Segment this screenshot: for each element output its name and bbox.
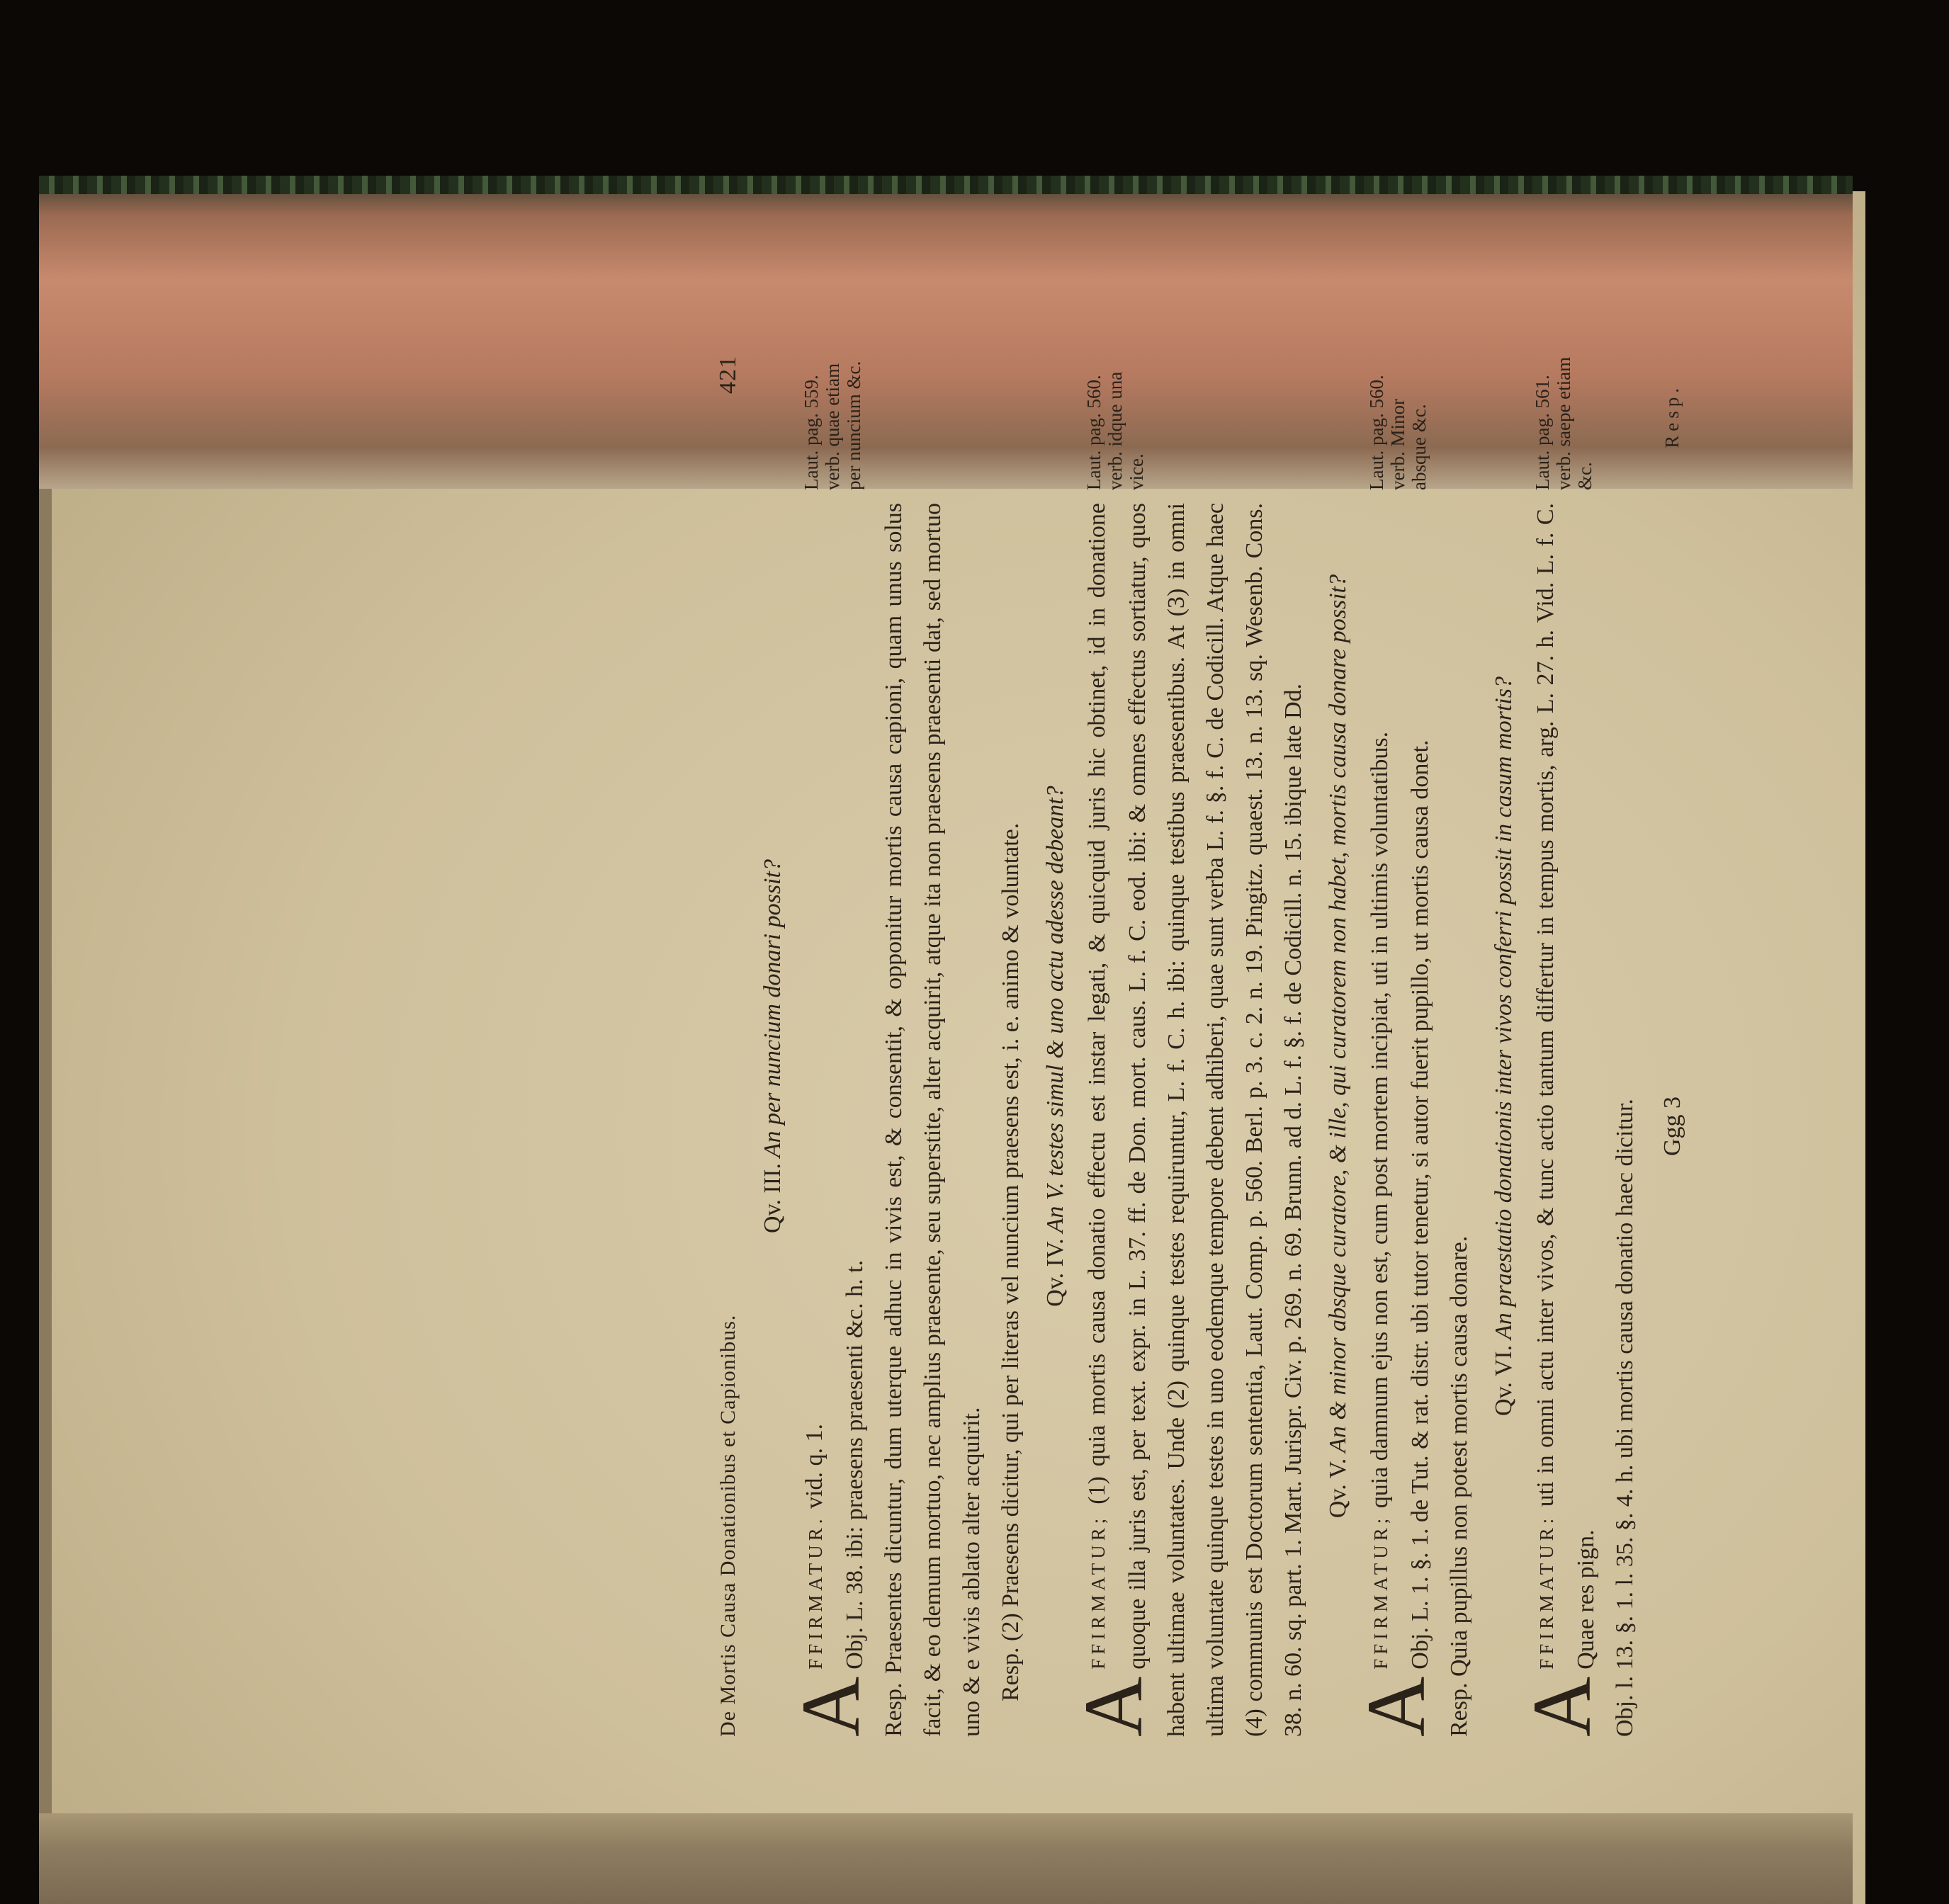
affirmatur-lead: FFIRMATUR. (805, 1514, 826, 1670)
objection: Obj. L. 38. ibi: praesens praesenti &c. h. t. (842, 1259, 868, 1670)
margin-note: Laut. pag. 561. verb. saepe etiam &c. (1532, 356, 1595, 490)
question-text: An praestatio donationis inter vivos conferri possit in casum mortis? (1491, 676, 1517, 1339)
section-text (1350, 503, 1479, 1737)
question-text: An V. testes simul & uno actu adesse debeant? (1042, 786, 1068, 1233)
page-footer (1653, 356, 1692, 1737)
question-text: An & minor absque curatore, & ille, qui curatorem non habet, mortis causa donare possit? (1325, 574, 1351, 1453)
running-header (705, 356, 747, 1737)
question-heading (1484, 356, 1523, 1737)
section-body (1350, 356, 1479, 1737)
printed-page (705, 356, 1685, 1737)
catchword: Resp. (1661, 384, 1683, 448)
binding-gutter (39, 1813, 1853, 1904)
question-heading (753, 356, 792, 1737)
first-line: vid. q. 1. (801, 1424, 827, 1509)
objection: Obj. l. 13. §. 1. l. 35. §. 4. h. ubi mortis causa donatio haec dicitur. (1612, 1099, 1638, 1737)
section-text (1067, 502, 1313, 1737)
question-number: Qv. IV. (1042, 1238, 1068, 1307)
running-title: De Mortis Causa Donationibus et Capionibus. (716, 1314, 740, 1737)
section-body (1515, 356, 1644, 1737)
section-text (1515, 503, 1644, 1737)
cover-rim (39, 176, 1853, 194)
affirmatur-lead: FFIRMATUR; (1370, 1514, 1391, 1670)
margin-note: Laut. pag. 559. verb. quae etiam per nuncium &c. (801, 361, 864, 490)
margin-note: Laut. pag. 560. verb. idque una vice. (1083, 371, 1147, 490)
signature-mark: Ggg 3 (1659, 1096, 1685, 1156)
section-paragraph: uti in omni actu inter vivos, & tunc actio tantum differtur in tempus mortis, arg. L. 27. h. Vid. L. f. C. Quae res pign. (1532, 503, 1599, 1670)
page-number: 421 (715, 356, 741, 394)
response-2: Resp. (2) Praesens dicitur, qui per literas vel nuncium praesens est, i. e. animo & voluntate. (998, 822, 1024, 1701)
question-text: An per nuncium donari possit? (759, 859, 786, 1158)
section-text (784, 503, 1030, 1737)
question-heading (1036, 356, 1075, 1737)
section-body (784, 356, 1030, 1737)
question-number: Qv. VI. (1491, 1344, 1517, 1416)
section-paragraph: (1) quia mortis causa donatio effectu est instar legati, & quicquid juris hic obtinet, id in donatione quoque illa juris est, per text. expr. in L. 37. ff. de Don. mort. caus. L. f. C. eod. ibi: & omnes effectus sortiatur, quos habent ultimae voluntates. Unde (2) quinque testes requiruntur, L. f. C. h. ibi: quinque testibus praesentibus. At (3) in omni ultima voluntate quinque testes in uno eodemque tempore debent adhiberi, quae sunt verba L. f. §. f. C. de Codicill. Atque haec (4) communis est Doctorum sententia, Laut. Comp. p. 560. Berl. p. 3. c. 2. n. 19. Pingitz. quaest. 13. n. 13. sq. Wesenb. Cons. 38. n. 60. sq. part. 1. Mart. Jurispr. Civ. p. 269. n. 69. Brunn. ad d. L. f. §. f. de Codicill. n. 15. ibique late Dd. (1084, 502, 1306, 1737)
drop-cap: A (1350, 1676, 1442, 1737)
question-heading (1318, 356, 1357, 1737)
response: Resp. Quia pupillus non potest mortis causa donare. (1446, 1235, 1472, 1737)
question-number: Qv. III. (759, 1163, 786, 1233)
objection: Obj. L. 1. §. 1. de Tut. & rat. distr. ubi tutor tenetur, si autor fuerit pupillo, ut mortis causa donet. (1407, 740, 1433, 1670)
response: Resp. Praesentes dicuntur, dum uterque adhuc in vivis est, & consentit, & opponitur mortis causa capioni, quam unus solus facit, & eo demum mortuo, nec amplius praesente, seu superstite, alter acquirit, atque ita non praesens praesenti dat, sed mortuo uno & e vivis ablato alter acquirit. (881, 503, 985, 1737)
question-number: Qv. V. (1325, 1458, 1351, 1519)
margin-note: Laut. pag. 560. verb. Minor absque &c. (1366, 375, 1430, 490)
drop-cap: A (1067, 1676, 1160, 1737)
drop-cap: A (784, 1676, 877, 1737)
affirmatur-lead: FFIRMATUR; (1088, 1514, 1109, 1670)
section-body (1067, 356, 1313, 1737)
section-paragraph: quia damnum ejus non est, cum post mortem incipiat, uti in ultimis voluntatibus. (1367, 731, 1393, 1509)
affirmatur-lead: FFIRMATUR: (1536, 1514, 1557, 1670)
drop-cap: A (1515, 1676, 1608, 1737)
